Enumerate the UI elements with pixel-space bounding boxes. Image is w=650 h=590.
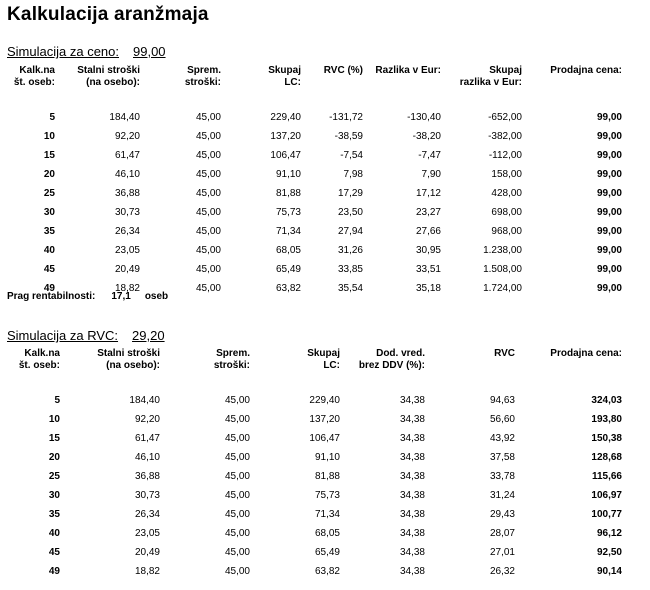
table-cell: 28,07 — [489, 528, 515, 539]
sim1-col-header-line: razlika v Eur: — [459, 77, 522, 88]
sim2-col-header-line: Stalni stroški — [97, 348, 160, 359]
table-cell: 23,05 — [114, 245, 140, 256]
table-cell: 34,38 — [399, 414, 425, 425]
table-row — [0, 260, 622, 279]
table-row — [0, 410, 622, 429]
break-even-unit: oseb — [144, 291, 169, 302]
table-cell: 92,20 — [114, 131, 140, 142]
sim1-col-header — [301, 65, 363, 89]
table-cell: 68,05 — [275, 245, 301, 256]
table-cell: 81,88 — [275, 188, 301, 199]
table-cell: 49 — [48, 566, 60, 577]
table-cell: 184,40 — [109, 112, 140, 123]
table-cell: -7,54 — [340, 150, 363, 161]
table-cell: 34,38 — [399, 433, 425, 444]
table-cell: 27,66 — [415, 226, 441, 237]
table-cell: 23,50 — [337, 207, 363, 218]
table-cell: 29,43 — [489, 509, 515, 520]
table-cell: 18,82 — [134, 566, 160, 577]
table-cell: 20,49 — [134, 547, 160, 558]
sim2-col-header-line: Dod. vred. — [376, 348, 425, 359]
sim2-col-header — [60, 348, 160, 372]
table-cell: 137,20 — [270, 131, 301, 142]
sim1-col-header-line: LC: — [284, 77, 301, 88]
table-cell: 35,54 — [337, 283, 363, 294]
table-cell: 90,14 — [596, 566, 622, 577]
table-cell: 26,34 — [134, 509, 160, 520]
table-cell: 7,98 — [343, 169, 363, 180]
table-cell: 34,38 — [399, 452, 425, 463]
table-cell: 20 — [43, 169, 55, 180]
table-cell: 23,05 — [134, 528, 160, 539]
table-cell: 65,49 — [314, 547, 340, 558]
table-cell: 35,18 — [415, 283, 441, 294]
table-cell: 99,00 — [596, 207, 622, 218]
table-cell: 45,00 — [224, 433, 250, 444]
table-row — [0, 429, 622, 448]
table-cell: 10 — [48, 414, 60, 425]
table-cell: 27,01 — [489, 547, 515, 558]
table-cell: 81,88 — [314, 471, 340, 482]
table-cell: 30,95 — [415, 245, 441, 256]
sim1-header — [7, 44, 166, 59]
sim1-col-header-line: Sprem. — [187, 65, 221, 76]
table-cell: 99,00 — [596, 283, 622, 294]
table-cell: 115,66 — [591, 471, 622, 482]
table-cell: 33,85 — [337, 264, 363, 275]
table-cell: 184,40 — [129, 395, 160, 406]
sim2-header-row — [0, 348, 622, 372]
sim2-col-header-line: Prodajna cena: — [550, 348, 622, 359]
table-cell: 45,00 — [224, 490, 250, 501]
table-cell: 17,29 — [337, 188, 363, 199]
table-cell: 75,73 — [275, 207, 301, 218]
table-row — [0, 505, 622, 524]
table-cell: 45,00 — [224, 471, 250, 482]
table-cell: 23,27 — [415, 207, 441, 218]
sim2-col-header-line: brez DDV (%): — [358, 360, 425, 371]
table-cell: 45,00 — [224, 509, 250, 520]
table-cell: 46,10 — [134, 452, 160, 463]
table-cell: 96,12 — [596, 528, 622, 539]
table-cell: 45,00 — [195, 207, 221, 218]
table-cell: 91,10 — [275, 169, 301, 180]
table-row — [0, 467, 622, 486]
sim1-col-header — [363, 65, 441, 89]
table-cell: -38,59 — [334, 131, 363, 142]
table-cell: 71,34 — [275, 226, 301, 237]
table-row — [0, 108, 622, 127]
table-cell: 63,82 — [275, 283, 301, 294]
table-cell: 49 — [43, 283, 55, 294]
table-row — [0, 524, 622, 543]
table-cell: 99,00 — [596, 245, 622, 256]
table-cell: 35 — [43, 226, 55, 237]
table-row — [0, 543, 622, 562]
table-cell: 68,05 — [314, 528, 340, 539]
table-cell: 45,00 — [195, 264, 221, 275]
table-cell: 229,40 — [309, 395, 340, 406]
sim2-table — [0, 348, 622, 581]
table-cell: 99,00 — [596, 150, 622, 161]
break-even-value: 17,1 — [111, 291, 131, 302]
sim1-col-header-line: Skupaj — [489, 65, 522, 76]
table-cell: 94,63 — [489, 395, 515, 406]
table-cell: 5 — [54, 395, 60, 406]
table-cell: 45,00 — [195, 150, 221, 161]
table-cell: 5 — [49, 112, 55, 123]
table-cell: 158,00 — [491, 169, 522, 180]
table-cell: 20,49 — [114, 264, 140, 275]
table-cell: -112,00 — [488, 150, 522, 161]
table-cell: 45,00 — [224, 547, 250, 558]
table-cell: 33,51 — [415, 264, 441, 275]
sim2-col-header-line: (na osebo): — [106, 360, 160, 371]
table-cell: 40 — [48, 528, 60, 539]
table-cell: 34,38 — [399, 471, 425, 482]
sim1-col-header — [221, 65, 301, 89]
table-cell: 30,73 — [134, 490, 160, 501]
table-cell: 150,38 — [591, 433, 622, 444]
sim2-col-header-line: RVC — [494, 348, 515, 359]
table-cell: 18,82 — [114, 283, 140, 294]
sim2-label: Simulacija za RVC: — [7, 328, 119, 343]
table-cell: 37,58 — [489, 452, 515, 463]
table-cell: 137,20 — [309, 414, 340, 425]
table-cell: 56,60 — [489, 414, 515, 425]
spacer-row — [0, 372, 622, 391]
table-cell: 99,00 — [596, 131, 622, 142]
table-cell: 20 — [48, 452, 60, 463]
table-cell: 31,24 — [489, 490, 515, 501]
table-cell: -7,47 — [418, 150, 441, 161]
table-cell: 106,97 — [591, 490, 622, 501]
sim2-col-header — [250, 348, 340, 372]
table-cell: 40 — [43, 245, 55, 256]
table-cell: 45,00 — [224, 566, 250, 577]
sim2-col-header — [0, 348, 60, 372]
table-cell: -652,00 — [488, 112, 522, 123]
spacer-row — [0, 89, 622, 108]
table-cell: 65,49 — [275, 264, 301, 275]
table-cell: 75,73 — [314, 490, 340, 501]
table-row — [0, 165, 622, 184]
sim2-value: 29,20 — [132, 328, 165, 343]
sim1-col-header — [522, 65, 622, 89]
sim1-col-header-line: št. oseb: — [13, 77, 55, 88]
table-cell: 27,94 — [337, 226, 363, 237]
table-cell: 30 — [43, 207, 55, 218]
sim2-col-header — [515, 348, 622, 372]
table-cell: 7,90 — [421, 169, 441, 180]
sim2-col-header-line: stroški: — [213, 360, 250, 371]
table-cell: 46,10 — [114, 169, 140, 180]
sim1-col-header — [140, 65, 221, 89]
table-cell: 99,00 — [596, 169, 622, 180]
table-cell: 34,38 — [399, 490, 425, 501]
table-cell: 34,38 — [399, 395, 425, 406]
table-row — [0, 222, 622, 241]
sim2-col-header-line: Skupaj — [307, 348, 340, 359]
table-row — [0, 562, 622, 581]
table-cell: 30 — [48, 490, 60, 501]
table-cell: 10 — [43, 131, 55, 142]
table-row — [0, 203, 622, 222]
table-row — [0, 146, 622, 165]
sim2-col-header-line: Kalk.na — [24, 348, 60, 359]
table-cell: 968,00 — [491, 226, 522, 237]
table-row — [0, 241, 622, 260]
table-cell: -382,00 — [488, 131, 522, 142]
sim1-col-header — [55, 65, 140, 89]
table-cell: 30,73 — [114, 207, 140, 218]
table-cell: 25 — [48, 471, 60, 482]
table-cell: 99,00 — [596, 188, 622, 199]
table-cell: 45,00 — [195, 283, 221, 294]
table-row — [0, 391, 622, 410]
break-even — [7, 291, 168, 302]
sim1-col-header-line: stroški: — [184, 77, 221, 88]
table-cell: 45 — [48, 547, 60, 558]
table-cell: 106,47 — [309, 433, 340, 444]
table-cell: -131,72 — [329, 112, 363, 123]
sim1-col-header-line: (na osebo): — [86, 77, 140, 88]
table-cell: 34,38 — [399, 528, 425, 539]
table-cell: 1.724,00 — [483, 283, 522, 294]
sim2-body — [0, 372, 622, 581]
table-cell: 45,00 — [195, 188, 221, 199]
page-title: Kalkulacija aranžmaja — [7, 4, 209, 25]
sim2-col-header-line: Sprem. — [216, 348, 250, 359]
table-cell: 45,00 — [224, 414, 250, 425]
table-cell: 1.508,00 — [483, 264, 522, 275]
sim1-table — [0, 65, 622, 298]
sim1-col-header-line: Razlika v Eur: — [375, 65, 441, 76]
table-cell: 45,00 — [195, 226, 221, 237]
table-cell: 26,32 — [489, 566, 515, 577]
sim1-col-header-line: RVC (%) — [323, 65, 363, 76]
sim1-col-header-line: Kalk.na — [19, 65, 55, 76]
table-cell: 45,00 — [195, 131, 221, 142]
sim2-col-header — [160, 348, 250, 372]
table-cell: 1.238,00 — [483, 245, 522, 256]
table-cell: 34,38 — [399, 566, 425, 577]
sim1-col-header — [0, 65, 55, 89]
table-cell: 128,68 — [591, 452, 622, 463]
table-cell: 61,47 — [114, 150, 140, 161]
table-cell: 35 — [48, 509, 60, 520]
table-cell: 25 — [43, 188, 55, 199]
table-cell: 31,26 — [337, 245, 363, 256]
table-cell: 17,12 — [415, 188, 441, 199]
sim1-label: Simulacija za ceno: — [7, 44, 119, 59]
table-cell: 36,88 — [134, 471, 160, 482]
table-cell: 15 — [48, 433, 60, 444]
table-cell: 26,34 — [114, 226, 140, 237]
sim1-col-header-line: Prodajna cena: — [550, 65, 622, 76]
table-cell: 15 — [43, 150, 55, 161]
table-cell: 61,47 — [134, 433, 160, 444]
table-cell: 45 — [43, 264, 55, 275]
table-row — [0, 184, 622, 203]
table-cell: 33,78 — [489, 471, 515, 482]
sim1-body — [0, 89, 622, 298]
table-row — [0, 127, 622, 146]
break-even-label: Prag rentabilnosti: — [7, 291, 96, 302]
sim1-col-header-line: Skupaj — [268, 65, 301, 76]
table-cell: 99,00 — [596, 264, 622, 275]
table-cell: -130,40 — [407, 112, 441, 123]
table-cell: 100,77 — [591, 509, 622, 520]
sim2-col-header — [425, 348, 515, 372]
sim2-col-header-line: LC: — [323, 360, 340, 371]
table-cell: 92,20 — [134, 414, 160, 425]
table-cell: 324,03 — [591, 395, 622, 406]
table-cell: 71,34 — [314, 509, 340, 520]
sim2-col-header — [340, 348, 425, 372]
table-cell: 36,88 — [114, 188, 140, 199]
sim1-col-header-line: Stalni stroški — [77, 65, 140, 76]
table-row — [0, 486, 622, 505]
table-cell: 92,50 — [596, 547, 622, 558]
table-cell: 106,47 — [270, 150, 301, 161]
table-cell: -38,20 — [412, 131, 441, 142]
sim1-header-row — [0, 65, 622, 89]
table-cell: 45,00 — [195, 245, 221, 256]
table-cell: 63,82 — [314, 566, 340, 577]
sim1-col-header — [441, 65, 522, 89]
sim1-value: 99,00 — [133, 44, 166, 59]
table-cell: 193,80 — [591, 414, 622, 425]
table-cell: 43,92 — [489, 433, 515, 444]
table-cell: 428,00 — [491, 188, 522, 199]
table-cell: 45,00 — [224, 395, 250, 406]
table-cell: 45,00 — [224, 452, 250, 463]
table-cell: 45,00 — [195, 112, 221, 123]
table-cell: 229,40 — [270, 112, 301, 123]
table-cell: 34,38 — [399, 509, 425, 520]
table-cell: 99,00 — [596, 112, 622, 123]
table-cell: 34,38 — [399, 547, 425, 558]
table-cell: 99,00 — [596, 226, 622, 237]
sim2-col-header-line: št. oseb: — [18, 360, 60, 371]
table-cell: 91,10 — [314, 452, 340, 463]
sim2-header — [7, 328, 165, 343]
table-cell: 45,00 — [224, 528, 250, 539]
table-row — [0, 448, 622, 467]
table-cell: 45,00 — [195, 169, 221, 180]
table-cell: 698,00 — [491, 207, 522, 218]
